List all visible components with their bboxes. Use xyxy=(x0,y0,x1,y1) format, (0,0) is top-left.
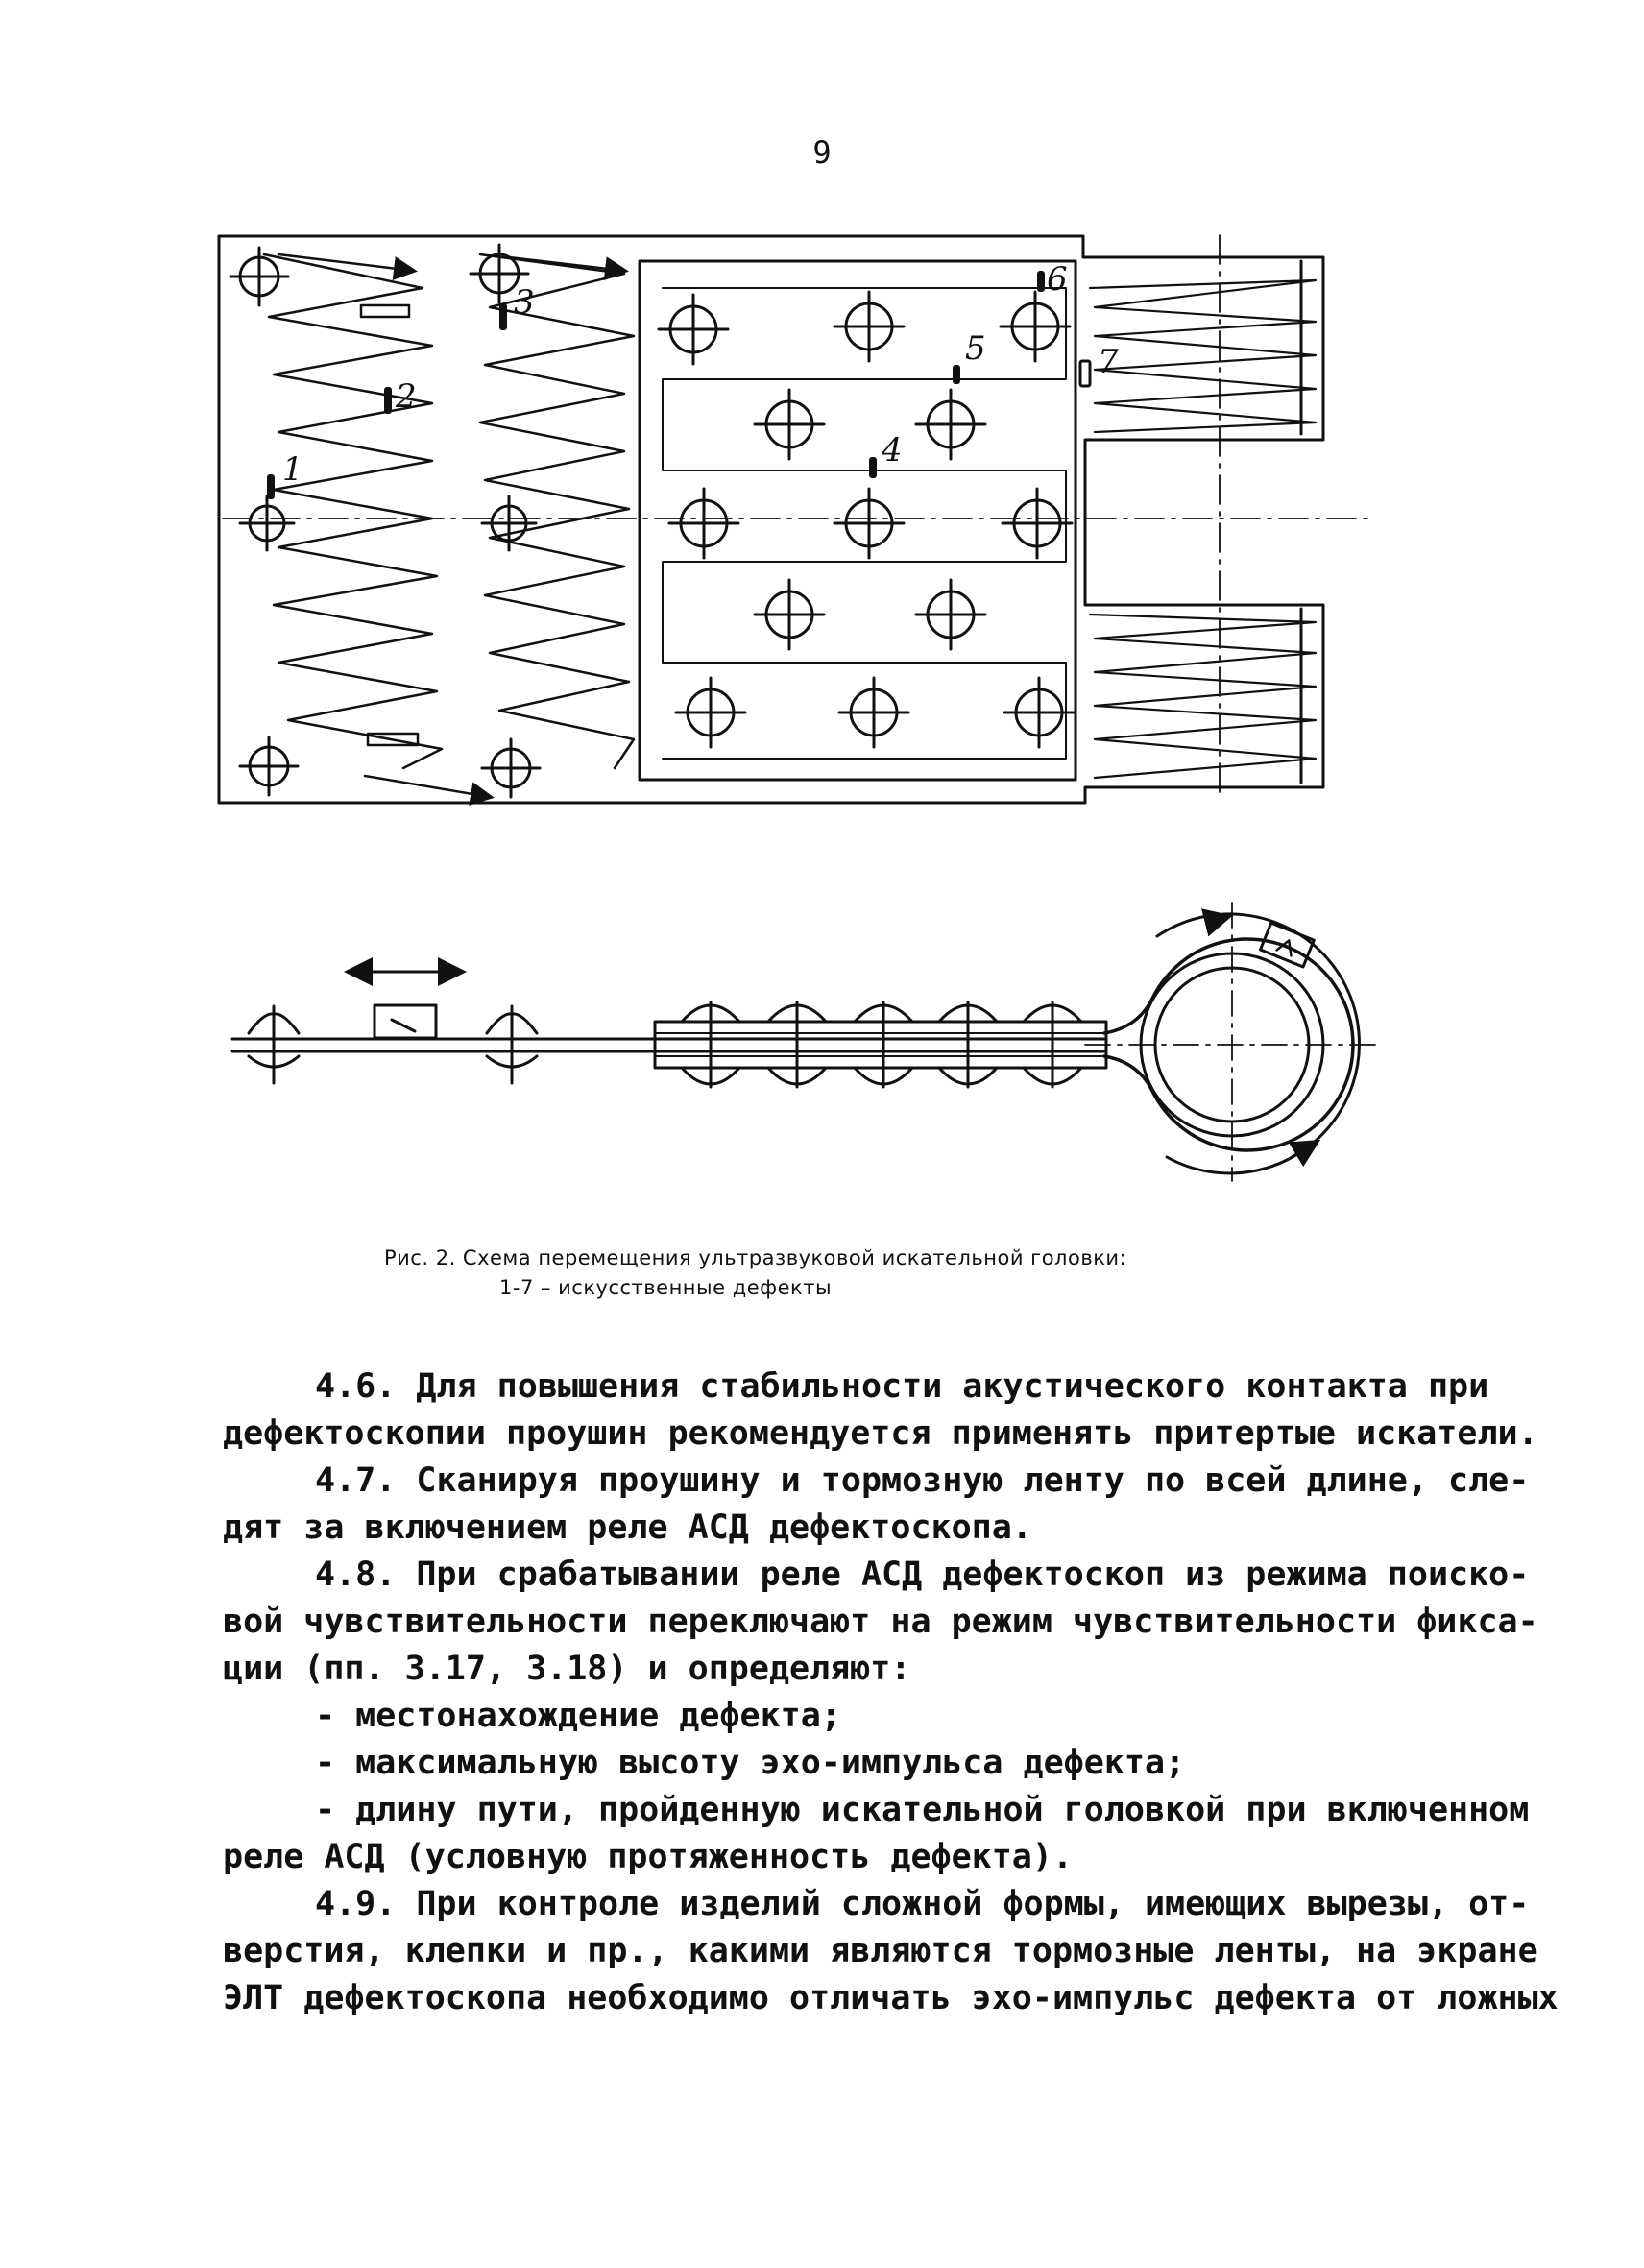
defect-label-2: 2 xyxy=(396,377,417,416)
plan-view xyxy=(219,235,1373,803)
defect-label-3: 3 xyxy=(514,283,535,322)
side-view xyxy=(232,903,1383,1181)
caption-line-2: 1-7 – искусственные дефекты xyxy=(499,1276,833,1299)
defect-labels xyxy=(282,260,1119,489)
defect-label-1: 1 xyxy=(282,450,303,489)
list-item-amplitude: - максимальную высоту эхо-импульса дефекта; xyxy=(315,1744,1186,1782)
probe-icon xyxy=(375,1005,436,1038)
paragraph-4-7-line-1: 4.7. Сканируя проушину и тормозную ленту по всей длине, сле- xyxy=(315,1461,1530,1500)
page-number: 9 xyxy=(812,134,832,171)
paragraph-4-8-line-3: ции (пп. 3.17, 3.18) и определяют: xyxy=(223,1650,911,1688)
paragraph-4-9-line-2: верстия, клепки и пр., какими являются тормозные ленты, на экране xyxy=(223,1932,1538,1970)
band-outline xyxy=(219,236,1323,803)
defect-label-7: 7 xyxy=(1098,343,1119,381)
paragraph-4-6-line-1: 4.6. Для повышения стабильности акустического контакта при xyxy=(315,1367,1489,1406)
scan-arc xyxy=(1157,914,1359,1173)
paragraph-4-8-line-1: 4.8. При срабатывании реле АСД дефектоскоп из режима поиско- xyxy=(315,1556,1530,1594)
zigzag-right-top xyxy=(1090,280,1316,432)
list-item-length-line-2: реле АСД (условную протяженность дефекта). xyxy=(223,1838,1074,1876)
paragraph-4-9-line-1: 4.9. При контроле изделий сложной формы, имеющих вырезы, от- xyxy=(315,1885,1530,1923)
paragraph-4-6-line-2: дефектоскопии проушин рекомендуется применять притертые искатели. xyxy=(223,1414,1538,1453)
rivet-icons xyxy=(230,245,1074,797)
figure-caption xyxy=(384,1243,1126,1303)
zigzag-left-2 xyxy=(480,254,634,768)
body-text xyxy=(223,1363,1559,2022)
paragraph-4-8-line-2: вой чувствительности переключают на режим чувствительности фикса- xyxy=(223,1603,1538,1641)
list-item-length-line-1: - длину пути, пройденную искательной головкой при включенном xyxy=(315,1791,1530,1829)
zigzag-right-bottom xyxy=(1090,615,1316,778)
paragraph-4-7-line-2: дят за включением реле АСД дефектоскопа. xyxy=(223,1508,1032,1547)
defect-label-5: 5 xyxy=(965,329,986,368)
caption-line-1: Рис. 2. Схема перемещения ультразвуковой искательной головки: xyxy=(384,1246,1127,1269)
defect-label-4: 4 xyxy=(882,431,903,470)
defect-label-6: 6 xyxy=(1047,260,1068,299)
list-item-location: - местонахождение дефекта; xyxy=(315,1697,841,1735)
paragraph-4-9-line-3: ЭЛТ дефектоскопа необходимо отличать эхо-импульс дефекта от ложных xyxy=(223,1979,1559,2017)
zigzag-left-1 xyxy=(264,254,442,768)
